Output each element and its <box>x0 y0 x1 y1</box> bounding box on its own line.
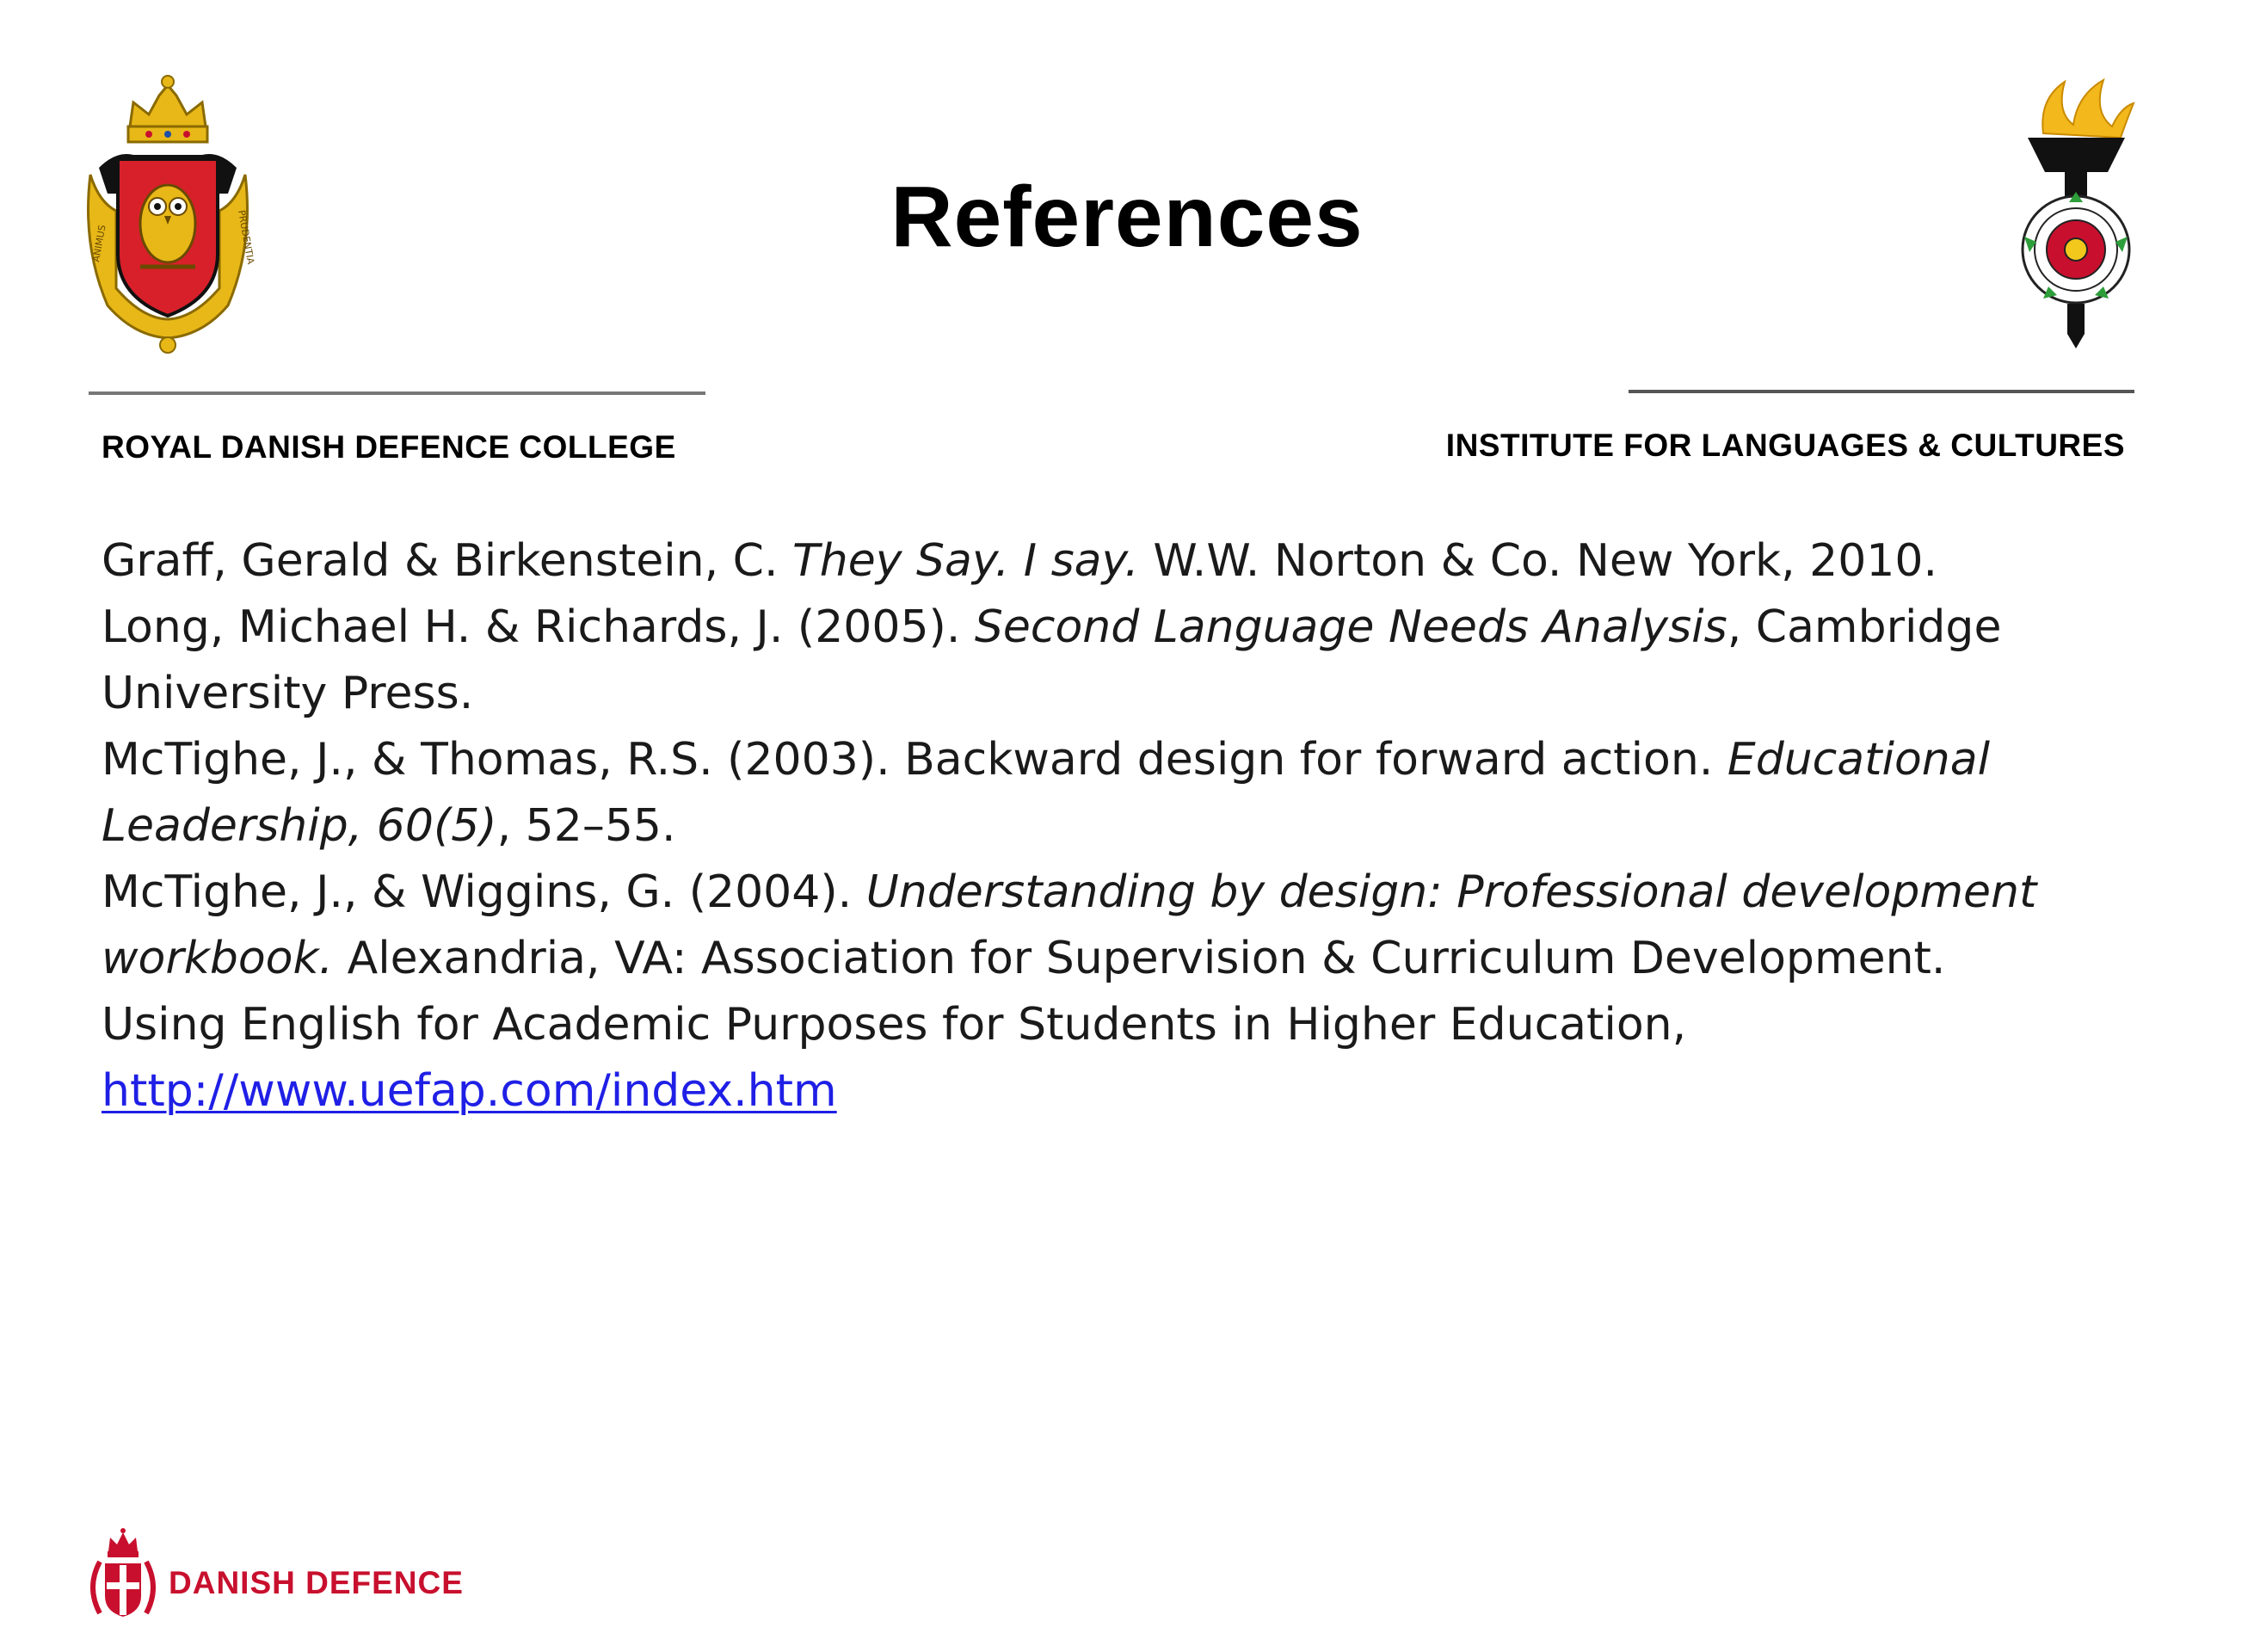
reference-entry <box>102 528 2115 595</box>
header-rule-left <box>89 391 705 395</box>
header-rule-right <box>1629 390 2134 393</box>
reference-title: Second Language Needs Analysis <box>974 601 1727 653</box>
org-name-left: ROYAL DANISH DEFENCE COLLEGE <box>102 429 676 465</box>
reference-title: Educational Leadership, 60(5) <box>102 734 1991 852</box>
reference-entry <box>102 992 2115 1125</box>
reference-text: Graff, Gerald & Birkenstein, C. <box>102 535 793 587</box>
footer-brand: DANISH DEFENCE <box>169 1565 464 1600</box>
org-name-right: INSTITUTE FOR LANGUAGES & CULTURES <box>1445 428 2125 463</box>
reference-entry <box>102 595 2115 727</box>
reference-title: Understanding by design: Professional development workbook. <box>102 866 2037 984</box>
torch-and-rose-emblem-icon <box>1992 73 2146 357</box>
reference-title: They Say. I say. <box>792 535 1139 587</box>
reference-entry <box>102 860 2115 992</box>
reference-text: Alexandria, VA: Association for Supervision & Curriculum Development. <box>333 933 1946 984</box>
crest-motto-left: ANIMUS <box>90 224 108 263</box>
reference-text: Using English for Academic Purposes for Students in Higher Education, <box>102 999 1687 1051</box>
reference-text: Long, Michael H. & Richards, J. (2005). <box>102 601 975 653</box>
danish-defence-crown-shield-icon <box>84 1527 162 1622</box>
reference-entry <box>102 727 2115 860</box>
reference-text: W.W. Norton & Co. New York, 2010. <box>1138 535 1937 587</box>
reference-text: McTighe, J., & Wiggins, G. (2004). <box>102 866 866 918</box>
references-list <box>102 528 2115 1125</box>
crest-motto-right: PRUDENTIA <box>236 209 256 266</box>
reference-text: , 52–55. <box>496 800 676 852</box>
reference-text: McTighe, J., & Thomas, R.S. (2003). Backward design for forward action. <box>102 734 1727 786</box>
slide-title: References <box>890 169 1364 265</box>
reference-link[interactable]: http://www.uefap.com/index.htm <box>102 1065 837 1117</box>
reference-text: , Cambridge University Press. <box>102 601 2002 719</box>
